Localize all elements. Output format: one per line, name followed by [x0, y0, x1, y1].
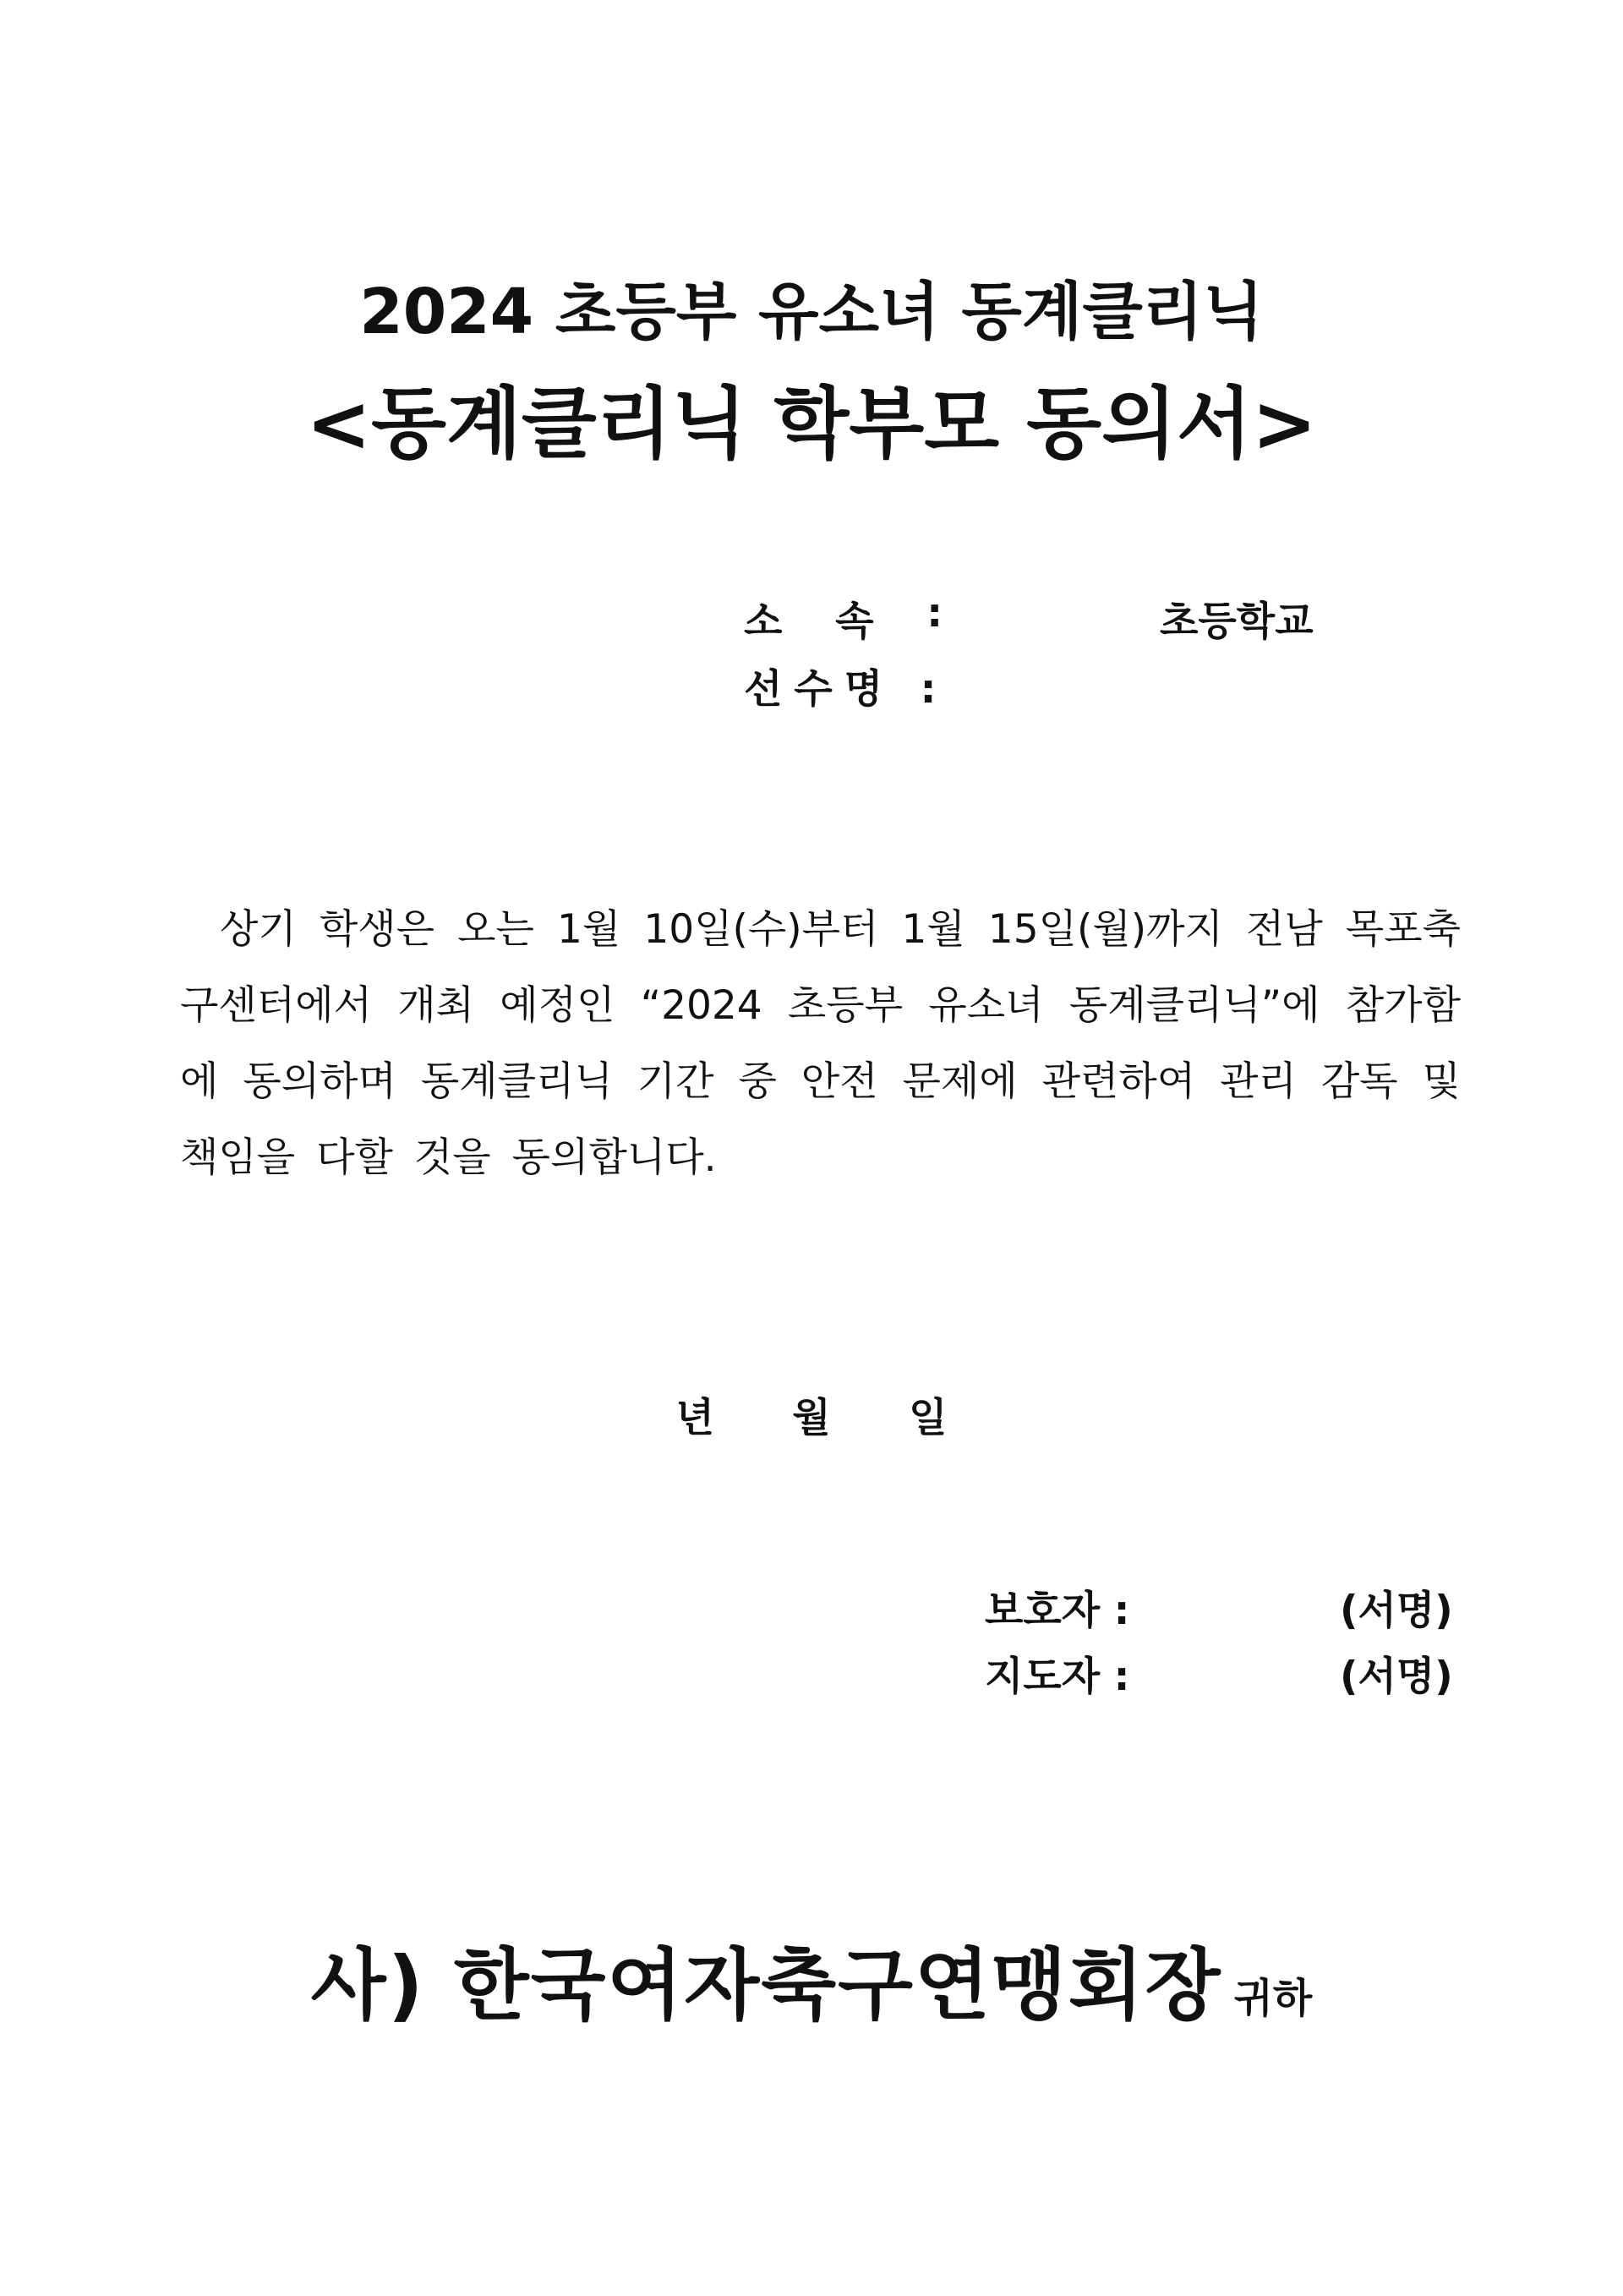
recipient-organization: 사) 한국여자축구연맹회장 [310, 1940, 1222, 2031]
guardian-signature-mark: (서명) [1340, 1588, 1453, 1634]
consent-text: 상기 학생은 오는 1월 10일(수)부터 1월 15일(월)까지 전남 목포축구센터에서 개최 예정인 “2024 초등부 유소녀 동계클리닉”에 참가함에 동의하며 동계클리닉 기간 중 안전 문제에 관련하여 관리 감독 및 책임을 다할 것을 동의합니다. [180, 906, 1461, 1181]
consent-paragraph [180, 892, 1461, 1196]
recipient-line [0, 1923, 1623, 2035]
date-line [0, 1386, 1623, 1443]
document-subtitle: <동계클리닉 학부모 동의서> [306, 379, 1317, 469]
date-year: 년 [675, 1395, 714, 1441]
coach-label: 지도자 : [985, 1654, 1130, 1700]
affiliation-value: 초등학교 [1160, 599, 1314, 645]
document-title: 2024 초등부 유소녀 동계클리닉 [359, 276, 1264, 348]
recipient-suffix: 귀하 [1233, 1975, 1313, 2022]
date-day: 일 [909, 1395, 948, 1441]
affiliation-label [744, 590, 943, 647]
affiliation-label-char: 소 [744, 599, 783, 645]
player-name-label: 선수명 : [744, 666, 948, 713]
affiliation-label-char: 속 [835, 599, 874, 645]
date-month: 월 [792, 1395, 831, 1441]
affiliation-label-colon: : [926, 590, 943, 637]
coach-signature-mark: (서명) [1340, 1654, 1453, 1700]
guardian-label: 보호자 : [985, 1588, 1130, 1634]
